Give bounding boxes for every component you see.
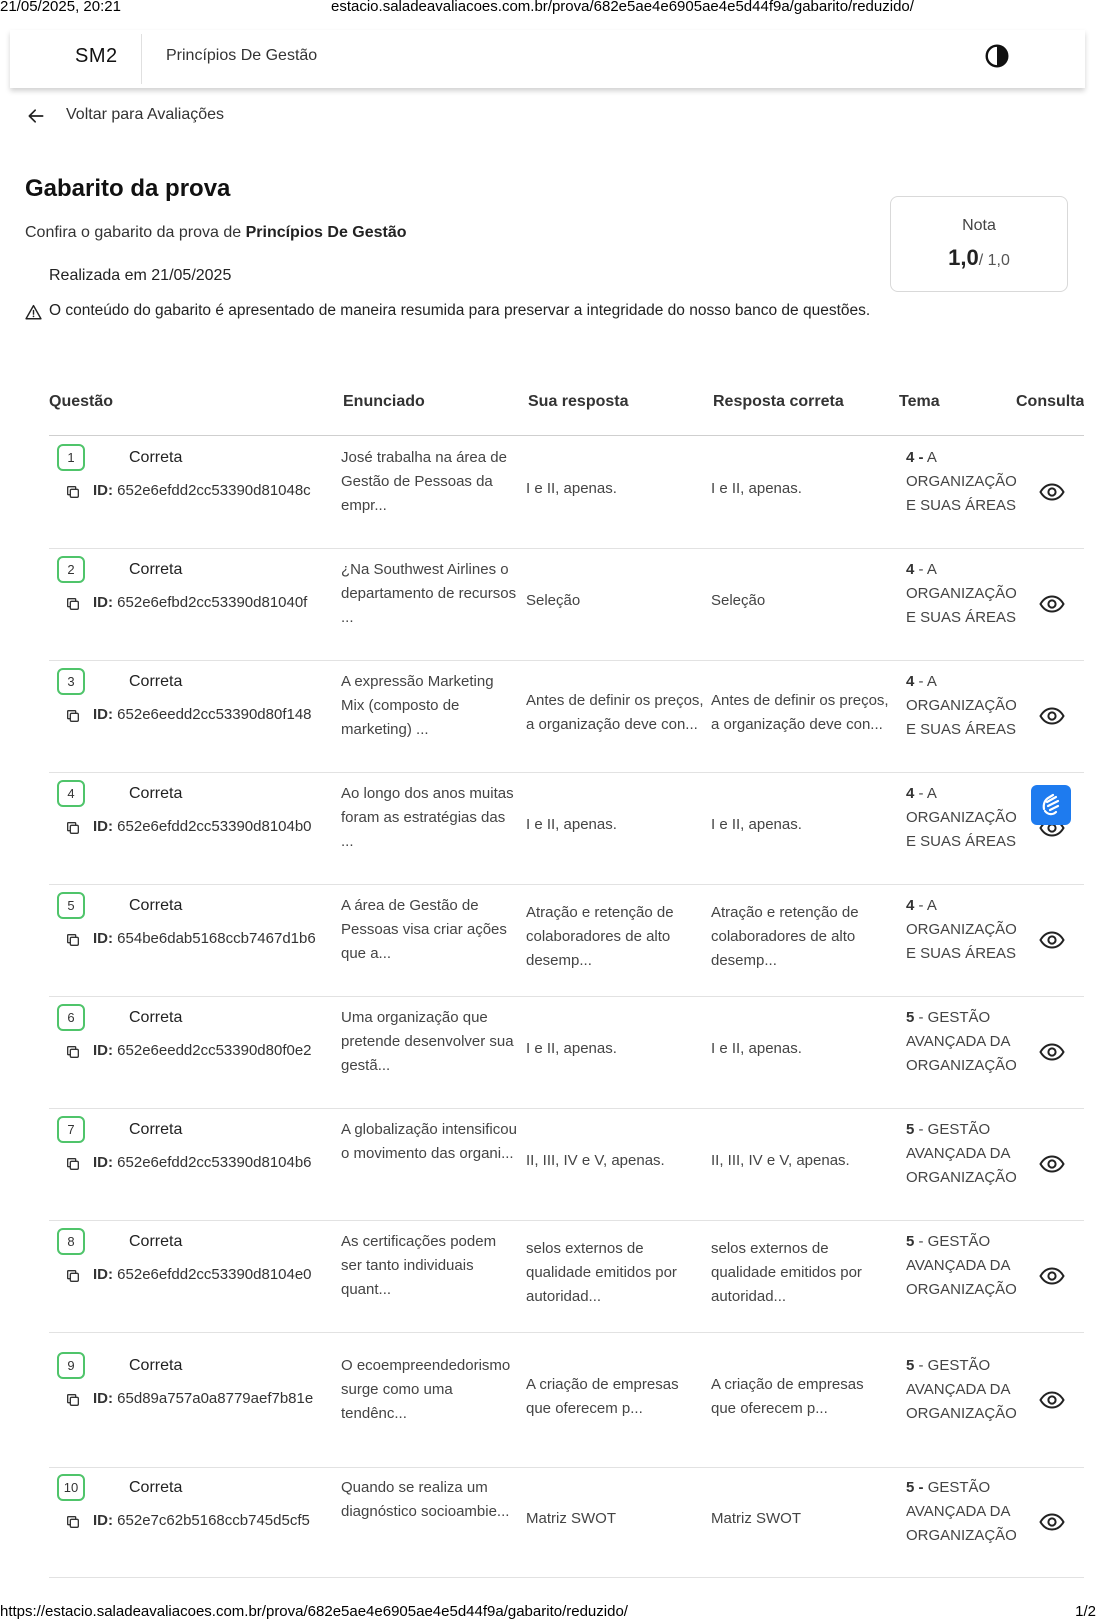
correct-answer: Atração e retenção de colaboradores de alto desemp...	[711, 904, 859, 969]
question-status: Correta	[129, 1233, 183, 1250]
warning-icon	[25, 304, 42, 320]
question-id-label: ID:	[93, 1512, 113, 1529]
question-theme	[906, 1476, 1024, 1548]
your-answer: Seleção	[526, 592, 581, 609]
question-number: 7	[57, 1116, 85, 1143]
copy-icon[interactable]	[65, 708, 81, 724]
your-answer: A criação de empresas que oferecem p...	[526, 1375, 679, 1417]
theme-name: - A ORGANIZAÇÃO E SUAS ÁREAS	[906, 561, 1017, 626]
question-id	[93, 930, 316, 947]
eye-icon[interactable]	[1039, 1043, 1065, 1061]
question-number: 8	[57, 1228, 85, 1255]
copy-icon[interactable]	[65, 1044, 81, 1060]
column-consult: Consulta	[1016, 393, 1084, 410]
your-answer: I e II, apenas.	[526, 1040, 617, 1057]
correct-answer: I e II, apenas.	[711, 1040, 802, 1057]
your-answer: I e II, apenas.	[526, 816, 617, 833]
question-id-value: 652e6efdd2cc53390d8104b6	[117, 1154, 312, 1171]
theme-name: - A ORGANIZAÇÃO E SUAS ÁREAS	[906, 897, 1017, 962]
question-number: 2	[57, 556, 85, 583]
question-number: 1	[57, 444, 85, 471]
question-id	[93, 1266, 312, 1283]
copy-icon[interactable]	[65, 820, 81, 836]
table-row	[49, 1108, 1084, 1221]
question-id	[93, 1042, 312, 1059]
table-row	[49, 660, 1084, 773]
question-id-value: 652e6efdd2cc53390d8104e0	[117, 1266, 312, 1283]
question-id-label: ID:	[93, 706, 113, 723]
eye-icon[interactable]	[1039, 707, 1065, 725]
question-id	[93, 818, 312, 835]
theme-name: A ORGANIZAÇÃO E SUAS ÁREAS	[906, 449, 1017, 514]
brand-divider	[141, 34, 142, 84]
theme-number: 5	[906, 1009, 915, 1026]
grade-label: Nota	[962, 217, 996, 234]
question-id-label: ID:	[93, 1389, 113, 1407]
back-link-label: Voltar para Avaliações	[66, 106, 225, 123]
table-row	[49, 884, 1084, 997]
print-footer	[0, 1603, 1096, 1621]
question-id-value: 652e6eedd2cc53390d80f148	[117, 706, 312, 723]
question-id-value: 652e6efdd2cc53390d8104b0	[117, 818, 312, 835]
eye-icon[interactable]	[1039, 1391, 1065, 1409]
your-answer: I e II, apenas.	[526, 480, 617, 497]
eye-icon[interactable]	[1039, 595, 1065, 613]
question-id-label: ID:	[93, 930, 113, 947]
column-question: Questão	[49, 393, 114, 410]
question-status: Correta	[129, 1009, 183, 1026]
question-statement: O ecoempreendedorismo surge como uma tendênc...	[341, 1356, 511, 1422]
theme-number: 5	[906, 1356, 915, 1374]
question-theme	[906, 670, 1024, 742]
question-statement: A expressão Marketing Mix (composto de marketing) ...	[341, 673, 494, 738]
eye-icon[interactable]	[1039, 1267, 1065, 1285]
question-id	[93, 1154, 312, 1171]
question-number: 5	[57, 892, 85, 919]
question-number: 10	[57, 1474, 85, 1501]
question-statement: A área de Gestão de Pessoas visa criar ações que a...	[341, 897, 507, 962]
theme-number: 5	[906, 1233, 915, 1250]
eye-icon[interactable]	[1039, 1513, 1065, 1531]
question-id-value: 652e6efbd2cc53390d81040f	[117, 594, 308, 611]
theme-number: 5 -	[906, 1479, 924, 1496]
question-status: Correta	[129, 673, 183, 690]
question-id-value: 654be6dab5168ccb7467d1b6	[117, 930, 316, 947]
table-row	[49, 772, 1084, 885]
page-subtitle	[25, 224, 407, 242]
question-id	[93, 1390, 313, 1407]
theme-name: - GESTÃO AVANÇADA DA ORGANIZAÇÃO	[906, 1356, 1017, 1422]
theme-number: 4	[906, 673, 915, 690]
table-row	[49, 1467, 1084, 1578]
grade-card	[890, 196, 1068, 292]
eye-icon[interactable]	[1039, 483, 1065, 501]
your-answer: Matriz SWOT	[526, 1510, 616, 1527]
column-statement: Enunciado	[343, 393, 425, 410]
question-theme	[906, 1354, 1024, 1426]
your-answer: II, III, IV e V, apenas.	[526, 1152, 665, 1169]
question-id	[93, 482, 311, 499]
table-row	[49, 1332, 1084, 1468]
copy-icon[interactable]	[65, 1514, 81, 1530]
question-theme	[906, 446, 1024, 518]
question-statement: As certificações podem ser tanto individuais quant...	[341, 1233, 497, 1298]
correct-answer: I e II, apenas.	[711, 480, 802, 497]
theme-name: GESTÃO AVANÇADA DA ORGANIZAÇÃO	[906, 1479, 1017, 1544]
theme-number: 5	[906, 1121, 915, 1138]
your-answer: Atração e retenção de colaboradores de alto desemp...	[526, 904, 674, 969]
question-statement: Uma organização que pretende desenvolver sua gestã...	[341, 1009, 514, 1074]
theme-number: 4	[906, 561, 915, 578]
theme-name: - A ORGANIZAÇÃO E SUAS ÁREAS	[906, 785, 1017, 850]
table-row	[49, 436, 1084, 549]
question-theme	[906, 558, 1024, 630]
question-id-value: 65d89a757a0a8779aef7b81e	[117, 1389, 314, 1407]
question-id-label: ID:	[93, 1266, 113, 1283]
question-id-label: ID:	[93, 482, 113, 499]
question-id-value: 652e7c62b5168ccb745d5cf5	[117, 1512, 310, 1529]
theme-name: - GESTÃO AVANÇADA DA ORGANIZAÇÃO	[906, 1009, 1017, 1074]
correct-answer: Seleção	[711, 592, 766, 609]
sign-language-icon	[1031, 785, 1071, 825]
your-answer: Antes de definir os preços, a organização deve con...	[526, 692, 704, 733]
column-theme: Tema	[899, 393, 940, 410]
grade-total: / 1,0	[978, 252, 1010, 269]
question-number: 3	[57, 668, 85, 695]
grade-value	[891, 245, 1067, 271]
copy-icon[interactable]	[65, 596, 81, 612]
print-footer-url: https://estacio.saladeavaliacoes.com.br/prova/682e5ae4e6905ae4e5d44f9a/gabarito/reduzido/	[0, 1603, 628, 1620]
question-statement: Quando se realiza um diagnóstico socioambie...	[341, 1479, 510, 1520]
question-number: 4	[57, 780, 85, 807]
print-header	[0, 0, 1096, 16]
theme-number: 4	[906, 785, 915, 802]
brand-logo[interactable]: SM2	[75, 45, 118, 67]
question-id-value: 652e6efdd2cc53390d81048c	[117, 482, 311, 499]
question-theme	[906, 1006, 1024, 1078]
question-number: 6	[57, 1004, 85, 1031]
subtitle-course: Princípios De Gestão	[245, 224, 407, 241]
table-header	[49, 385, 1084, 436]
question-theme	[906, 782, 1024, 854]
grade-score: 1,0	[948, 245, 979, 270]
correct-answer: II, III, IV e V, apenas.	[711, 1152, 850, 1169]
question-id	[93, 1512, 310, 1529]
question-theme	[906, 1230, 1024, 1302]
theme-number: 4 -	[906, 449, 924, 466]
contrast-icon[interactable]	[984, 43, 1010, 69]
copy-icon[interactable]	[65, 932, 81, 948]
question-id-value: 652e6eedd2cc53390d80f0e2	[117, 1042, 312, 1059]
correct-answer: selos externos de qualidade emitidos por autoridad...	[711, 1240, 862, 1305]
column-your-answer: Sua resposta	[528, 393, 629, 410]
question-id	[93, 706, 312, 723]
eye-icon[interactable]	[1039, 1155, 1065, 1173]
course-title: Princípios De Gestão	[166, 47, 318, 64]
copy-icon[interactable]	[65, 1156, 81, 1172]
copy-icon[interactable]	[65, 484, 81, 500]
question-statement: ¿Na Southwest Airlines o departamento de recursos ...	[341, 561, 517, 626]
table-row	[49, 548, 1084, 661]
question-status: Correta	[129, 561, 183, 578]
question-id-label: ID:	[93, 1042, 113, 1059]
question-statement: A globalização intensificou o movimento das organi...	[341, 1121, 517, 1162]
print-page-number: 1/2	[1075, 1603, 1096, 1620]
print-datetime: 21/05/2025, 20:21	[0, 0, 121, 15]
theme-name: - A ORGANIZAÇÃO E SUAS ÁREAS	[906, 673, 1017, 738]
question-id-label: ID:	[93, 818, 113, 835]
question-status: Correta	[129, 1479, 183, 1496]
question-id	[93, 594, 307, 611]
arrow-left-icon	[26, 106, 46, 126]
exam-date: Realizada em 21/05/2025	[49, 267, 232, 284]
column-correct-answer: Resposta correta	[713, 393, 844, 410]
copy-icon[interactable]	[65, 1268, 81, 1284]
question-number: 9	[57, 1352, 85, 1379]
warning-text: O conteúdo do gabarito é apresentado de maneira resumida para preservar a integridade do nosso banco de questões.	[49, 302, 871, 319]
correct-answer: Matriz SWOT	[711, 1510, 801, 1527]
copy-icon[interactable]	[65, 1392, 81, 1408]
question-theme	[906, 894, 1024, 966]
subtitle-prefix: Confira o gabarito da prova de	[25, 224, 246, 241]
question-id-label: ID:	[93, 594, 113, 611]
print-url: estacio.saladeavaliacoes.com.br/prova/682e5ae4e6905ae4e5d44f9a/gabarito/reduzido/	[331, 0, 914, 15]
question-status: Correta	[129, 785, 183, 802]
correct-answer: A criação de empresas que oferecem p...	[711, 1375, 864, 1417]
question-status: Correta	[129, 1121, 183, 1138]
eye-icon[interactable]	[1039, 931, 1065, 949]
question-statement: Ao longo dos anos muitas foram as estratégias das ...	[341, 785, 514, 850]
accessibility-button[interactable]	[1031, 785, 1071, 825]
theme-number: 4	[906, 897, 915, 914]
page-title: Gabarito da prova	[25, 175, 231, 202]
your-answer: selos externos de qualidade emitidos por autoridad...	[526, 1240, 677, 1305]
question-status: Correta	[129, 1356, 183, 1374]
correct-answer: Antes de definir os preços, a organização deve con...	[711, 692, 889, 733]
theme-name: - GESTÃO AVANÇADA DA ORGANIZAÇÃO	[906, 1121, 1017, 1186]
question-statement: José trabalha na área de Gestão de Pessoas da empr...	[341, 449, 507, 514]
table-row	[49, 1220, 1084, 1333]
question-status: Correta	[129, 897, 183, 914]
question-theme	[906, 1118, 1024, 1190]
theme-name: - GESTÃO AVANÇADA DA ORGANIZAÇÃO	[906, 1233, 1017, 1298]
correct-answer: I e II, apenas.	[711, 816, 802, 833]
top-bar	[10, 30, 1085, 88]
table-row	[49, 996, 1084, 1109]
question-status: Correta	[129, 449, 183, 466]
question-id-label: ID:	[93, 1154, 113, 1171]
